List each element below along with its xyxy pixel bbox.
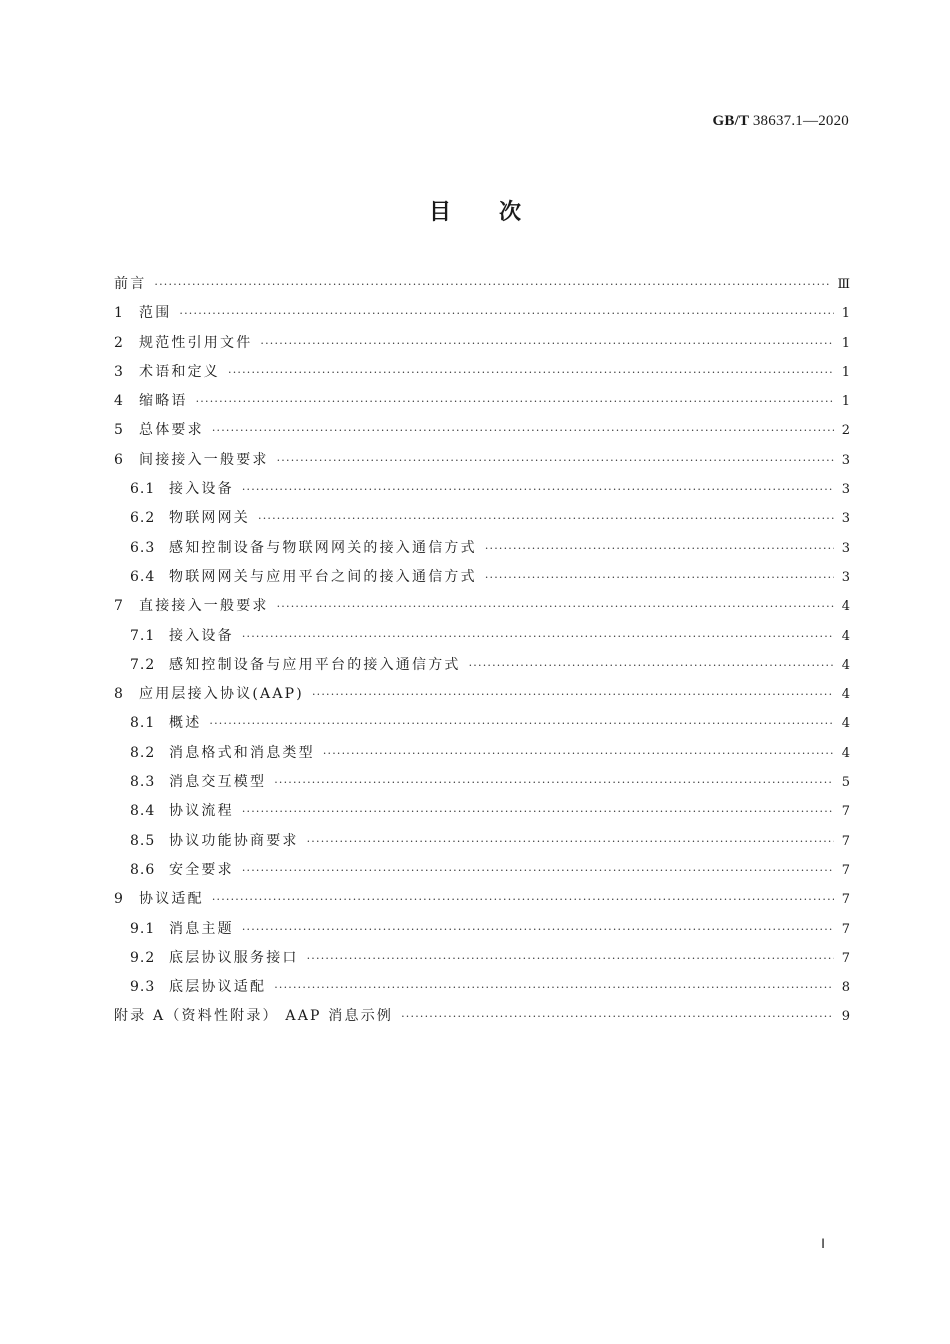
toc-entry-title: 物联网网关	[169, 510, 250, 527]
toc-entry-number: 7.2	[130, 656, 156, 673]
toc-entry-page: 3	[841, 569, 850, 585]
toc-entry-title: 规范性引用文件	[139, 334, 253, 351]
dot-leader	[212, 885, 834, 914]
dot-leader	[242, 475, 834, 504]
toc-entry-title: 总体要求	[139, 422, 204, 439]
dot-leader	[485, 534, 834, 563]
toc-entry-page: 2	[841, 423, 850, 439]
toc-entry-number: 9.3	[130, 979, 156, 996]
toc-entry[interactable]	[114, 973, 850, 1002]
toc-entry-page: 4	[841, 716, 850, 732]
page-title: 目次	[428, 200, 569, 225]
toc-entry-title: 前言	[114, 276, 147, 292]
dot-leader	[312, 680, 834, 709]
toc-entry-title: 协议适配	[139, 891, 204, 908]
toc-entry-title: 术语和定义	[139, 363, 220, 380]
toc-entry-number: 7.1	[130, 627, 156, 644]
toc-entry[interactable]	[114, 475, 850, 504]
dot-leader	[258, 504, 834, 533]
toc-entry-number: 6.2	[130, 510, 156, 527]
toc-entry[interactable]	[114, 885, 850, 914]
toc-entry-title: 底层协议适配	[169, 979, 267, 996]
toc-entry-number: 6.1	[130, 481, 156, 498]
toc-entry-number: 2	[114, 334, 124, 351]
dot-leader	[307, 944, 834, 973]
dot-leader	[242, 797, 834, 826]
toc-entry-page: 4	[841, 599, 850, 615]
toc-entry[interactable]	[114, 534, 850, 563]
toc-entry[interactable]	[114, 446, 850, 475]
toc-entry-number: 4	[114, 393, 124, 410]
toc-entry-page: 8	[841, 980, 850, 996]
toc-entry-title: 接入设备	[169, 481, 234, 498]
toc-entry-title: 概述	[169, 715, 202, 732]
toc-entry-page: 7	[841, 892, 850, 908]
toc-entry[interactable]	[114, 739, 850, 768]
toc-entry-page: 3	[841, 452, 850, 468]
toc-entry[interactable]	[114, 592, 850, 621]
toc-entry[interactable]	[114, 827, 850, 856]
dot-leader	[209, 709, 834, 738]
dot-leader	[323, 739, 834, 768]
toc-entry-number: 8.2	[130, 744, 156, 761]
toc-entry-page: 7	[841, 833, 850, 849]
toc-entry-title: 感知控制设备与物联网网关的接入通信方式	[169, 539, 477, 556]
dot-leader	[485, 563, 834, 592]
toc-entry[interactable]	[114, 504, 850, 533]
toc-entry-number: 1	[114, 305, 124, 322]
toc-entry[interactable]	[114, 416, 850, 445]
toc-entry[interactable]	[114, 944, 850, 973]
toc-entry-title: 缩略语	[139, 393, 188, 410]
toc-entry-page: 4	[841, 687, 850, 703]
dot-leader	[260, 329, 834, 358]
toc-entry-title: 物联网网关与应用平台之间的接入通信方式	[169, 568, 477, 585]
toc-entry-number: 7	[114, 598, 124, 615]
toc-entry[interactable]	[114, 299, 850, 328]
toc-entry[interactable]	[114, 358, 850, 387]
dot-leader	[274, 973, 834, 1002]
dot-leader	[196, 387, 834, 416]
table-of-contents	[114, 270, 850, 1032]
toc-entry-number: 6	[114, 451, 124, 468]
dot-leader	[401, 1002, 834, 1031]
toc-entry-number: 9	[114, 891, 124, 908]
toc-entry-title: 消息格式和消息类型	[169, 744, 315, 761]
toc-entry-title: 安全要求	[169, 861, 234, 878]
toc-entry-title: 感知控制设备与应用平台的接入通信方式	[169, 656, 461, 673]
toc-entry-page: 7	[841, 950, 850, 966]
dot-leader	[154, 270, 831, 299]
standard-number: 38637.1—2020	[752, 113, 849, 129]
toc-entry-number: 5	[114, 422, 124, 439]
toc-entry[interactable]	[114, 1002, 850, 1031]
dot-leader	[228, 358, 834, 387]
toc-entry-number: 9.2	[130, 949, 156, 966]
toc-entry-page: Ⅲ	[837, 277, 850, 292]
toc-entry-title: 范围	[139, 305, 172, 322]
toc-entry-number: 9.1	[130, 920, 156, 937]
toc-entry-page: 1	[841, 335, 850, 351]
toc-entry-number: 8.6	[130, 861, 156, 878]
toc-entry[interactable]	[114, 680, 850, 709]
toc-entry-page: 3	[841, 540, 850, 556]
toc-entry-page: 1	[841, 364, 850, 380]
dot-leader	[179, 299, 834, 328]
toc-entry-title: 消息主题	[169, 920, 234, 937]
toc-entry-number: 6.4	[130, 568, 156, 585]
toc-entry-page: 4	[841, 657, 850, 673]
toc-entry-title: 直接接入一般要求	[139, 598, 269, 615]
toc-entry-page: 7	[841, 804, 850, 820]
toc-entry[interactable]	[114, 270, 850, 299]
toc-entry[interactable]	[114, 651, 850, 680]
toc-entry-title: 附录 A（资料性附录） AAP 消息示例	[114, 1008, 394, 1025]
toc-entry-page: 4	[841, 628, 850, 644]
dot-leader	[212, 416, 834, 445]
toc-entry-number: 8.1	[130, 715, 156, 732]
toc-entry-title: 底层协议服务接口	[169, 949, 299, 966]
dot-leader	[242, 622, 834, 651]
toc-entry[interactable]	[114, 856, 850, 885]
toc-entry-title: 协议功能协商要求	[169, 832, 299, 849]
dot-leader	[242, 915, 834, 944]
toc-entry-number: 8.3	[130, 774, 156, 791]
toc-entry-number: 3	[114, 363, 124, 380]
toc-entry[interactable]	[114, 622, 850, 651]
toc-entry-title: 间接接入一般要求	[139, 451, 269, 468]
toc-entry-page: 1	[841, 394, 850, 410]
toc-entry-page: 7	[841, 921, 850, 937]
toc-entry-page: 9	[841, 1009, 850, 1025]
dot-leader	[242, 856, 834, 885]
toc-entry[interactable]	[114, 387, 850, 416]
toc-entry[interactable]	[114, 709, 850, 738]
toc-entry-page: 3	[841, 511, 850, 527]
toc-entry-page: 5	[841, 775, 850, 791]
toc-entry[interactable]	[114, 768, 850, 797]
toc-entry[interactable]	[114, 563, 850, 592]
toc-entry-title: 协议流程	[169, 803, 234, 820]
toc-entry-number: 8.4	[130, 803, 156, 820]
toc-entry-page: 7	[841, 862, 850, 878]
dot-leader	[277, 446, 834, 475]
toc-entry[interactable]	[114, 915, 850, 944]
dot-leader	[307, 827, 834, 856]
page-number: Ⅰ	[821, 1236, 825, 1251]
dot-leader	[274, 768, 834, 797]
toc-entry-title: 消息交互模型	[169, 774, 267, 791]
toc-entry-title: 应用层接入协议(AAP)	[139, 686, 304, 703]
dot-leader	[277, 592, 834, 621]
standard-code	[713, 113, 849, 130]
toc-entry-title: 接入设备	[169, 627, 234, 644]
toc-entry-number: 6.3	[130, 539, 156, 556]
toc-entry-number: 8.5	[130, 832, 156, 849]
toc-entry-number: 8	[114, 686, 124, 703]
standard-prefix: GB/T	[712, 113, 749, 129]
toc-entry[interactable]	[114, 329, 850, 358]
toc-entry-page: 4	[841, 745, 850, 761]
dot-leader	[469, 651, 834, 680]
toc-entry[interactable]	[114, 797, 850, 826]
toc-entry-page: 1	[841, 306, 850, 322]
toc-entry-page: 3	[841, 482, 850, 498]
